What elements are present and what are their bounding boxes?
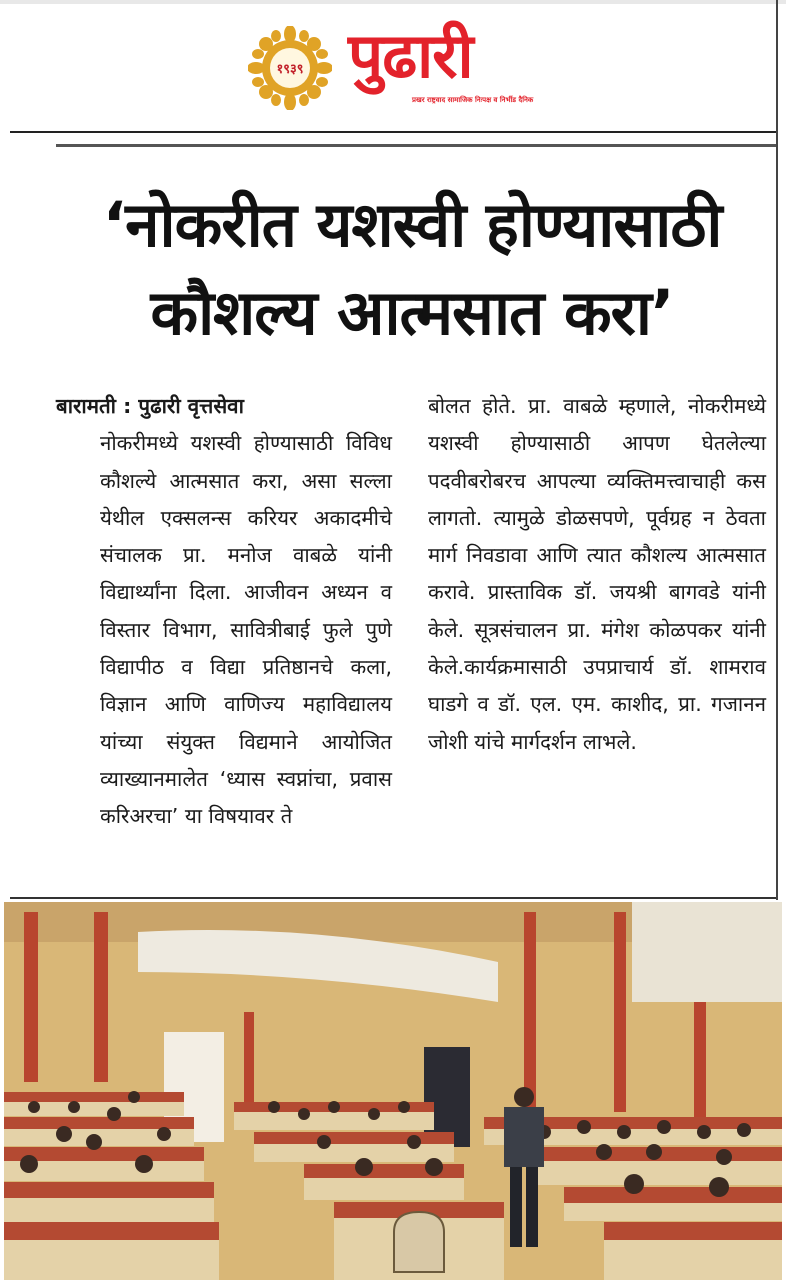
section-divider <box>56 144 776 147</box>
newspaper-tagline: प्रखर राष्ट्रवाद सामाजिक निःपक्ष व निर्भीड दैनिक <box>412 96 534 104</box>
newspaper-brand-name: पुढारी <box>348 19 473 92</box>
article-column-right <box>428 388 766 761</box>
photo-divider <box>10 897 776 899</box>
newspaper-masthead <box>0 0 786 132</box>
masthead-divider <box>10 131 776 133</box>
article-body-part-1: नोकरीमध्ये यशस्वी होण्यासाठी विविध कौशल्ये आत्मसात करा, असा सल्ला येथील एक्सलन्स करियर अकादमीचे संचालक प्रा. मनोज वाबळे यांनी विद्यार्थ्यांना दिला. आजीवन अध्यन व विस्तार विभाग, सावित्रीबाई फुले पुणे विद्यापीठ व विद्या प्रतिष्ठानचे कला, विज्ञान आणि वाणिज्य महाविद्यालय यांच्या संयुक्त विद्यमाने आयोजित व्याख्यानमालेत ‘ध्यास स्वप्नांचा, प्रवास करिअरचा’ या विषयावर ते <box>100 431 392 829</box>
headline-line-1: ‘नोकरीत यशस्वी होण्यासाठी <box>102 188 722 261</box>
page-side-border <box>776 0 778 900</box>
emblem-logo <box>248 26 332 110</box>
article-dateline: बारामती : पुढारी वृत्तसेवा <box>56 394 244 418</box>
lecture-hall-photo <box>4 902 782 1280</box>
article-body-part-2: बोलत होते. प्रा. वाबळे म्हणाले, नोकरीमध्ये यशस्वी होण्यासाठी आपण घेतलेल्या पदवीबरोबरच आपल्या व्यक्तिमत्त्वाचाही कस लागतो. त्यामुळे डोळसपणे, पूर्वग्रह न ठेवता मार्ग निवडावा आणि त्यात कौशल्य आत्मसात करावे. प्रास्ताविक डॉ. जयश्री बागवडे यांनी केले. सूत्रसंचालन प्रा. मंगेश कोळपकर यांनी केले.कार्यक्रमासाठी उपप्राचार्य डॉ. शामराव घाडगे व डॉ. एल. एम. काशीद, प्रा. गजानन जोशी यांचे मार्गदर्शन लाभले. <box>428 394 766 754</box>
headline-line-2: कौशल्य आत्मसात करा’ <box>150 276 674 349</box>
article-column-left <box>56 388 392 836</box>
emblem-year: १९३९ <box>276 62 304 77</box>
